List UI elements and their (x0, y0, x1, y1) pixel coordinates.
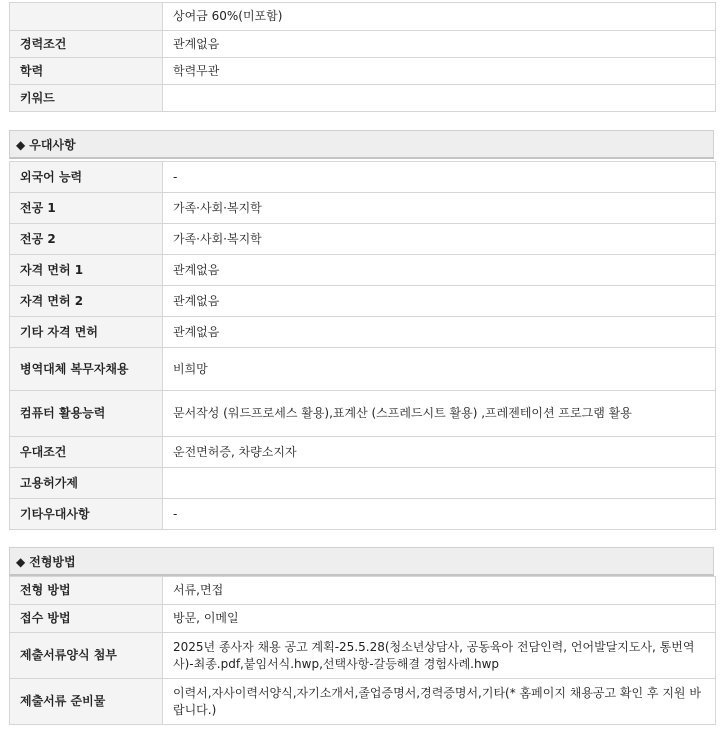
bonus-value: 상여금 60%(미포함) (163, 3, 716, 31)
row-label: 자격 면허 1 (10, 255, 163, 286)
row-value: 가족·사회·복지학 (163, 224, 716, 255)
section-title-text: 우대사항 (29, 138, 76, 152)
section-title-selection (9, 547, 714, 576)
row-label: 전공 1 (10, 193, 163, 224)
row-value: 관계없음 (163, 317, 716, 348)
section-title-preferences (9, 130, 714, 159)
table-row (10, 162, 716, 193)
table-row (10, 499, 716, 530)
info-table-top (9, 2, 716, 112)
table-row (10, 317, 716, 348)
table-row (10, 31, 716, 58)
row-label: 학력 (10, 58, 163, 85)
row-value: 학력무관 (163, 58, 716, 85)
row-label: 경력조건 (10, 31, 163, 58)
table-row (10, 437, 716, 468)
table-row (10, 3, 716, 31)
row-label: 컴퓨터 활용능력 (10, 391, 163, 437)
table-row (10, 85, 716, 112)
row-label: 병역대체 복무자채용 (10, 348, 163, 391)
row-value: 운전면허증, 차량소지자 (163, 437, 716, 468)
row-value: 이력서,자사이력서양식,자기소개서,졸업증명서,경력증명서,기타(* 홈페이지 채용공고 확인 후 지원 바랍니다.) (163, 679, 716, 725)
preferences-table (9, 161, 716, 530)
row-value: - (163, 162, 716, 193)
row-value: 관계없음 (163, 31, 716, 58)
row-label: 접수 방법 (10, 605, 163, 633)
row-value: 비희망 (163, 348, 716, 391)
selection-table (9, 576, 716, 725)
row-label: 우대조건 (10, 437, 163, 468)
row-value: 관계없음 (163, 255, 716, 286)
row-label: 제출서류양식 첨부 (10, 633, 163, 679)
attachment-files-value: 2025년 종사자 채용 공고 계획-25.5.28(청소년상담사, 공동육아 전담인력, 언어발달지도사, 통번역사)-최종.pdf,붙임서식.hwp,선택사항-갈등해결 경험사례.hwp (163, 633, 716, 679)
table-row (10, 391, 716, 437)
table-row (10, 255, 716, 286)
row-label: 기타우대사항 (10, 499, 163, 530)
row-label: 제출서류 준비물 (10, 679, 163, 725)
row-value: 방문, 이메일 (163, 605, 716, 633)
row-value: 관계없음 (163, 286, 716, 317)
row-value: - (163, 499, 716, 530)
diamond-icon: ◆ (16, 555, 26, 569)
table-row (10, 633, 716, 679)
table-row (10, 193, 716, 224)
row-value (163, 468, 716, 499)
table-row (10, 58, 716, 85)
section-title-text: 전형방법 (29, 555, 76, 569)
row-label: 외국어 능력 (10, 162, 163, 193)
table-row (10, 577, 716, 605)
row-label: 전공 2 (10, 224, 163, 255)
table-row (10, 224, 716, 255)
table-row (10, 468, 716, 499)
row-value: 문서작성 (워드프로세스 활용),표계산 (스프레드시트 활용) ,프레젠테이션 프로그램 활용 (163, 391, 716, 437)
row-value: 가족·사회·복지학 (163, 193, 716, 224)
table-row (10, 679, 716, 725)
table-row (10, 605, 716, 633)
row-label: 기타 자격 면허 (10, 317, 163, 348)
diamond-icon: ◆ (16, 138, 26, 152)
row-label: 고용허가제 (10, 468, 163, 499)
row-label: 키워드 (10, 85, 163, 112)
row-label (10, 3, 163, 31)
row-label: 전형 방법 (10, 577, 163, 605)
table-row (10, 286, 716, 317)
row-value (163, 85, 716, 112)
row-label: 자격 면허 2 (10, 286, 163, 317)
row-value: 서류,면접 (163, 577, 716, 605)
table-row (10, 348, 716, 391)
